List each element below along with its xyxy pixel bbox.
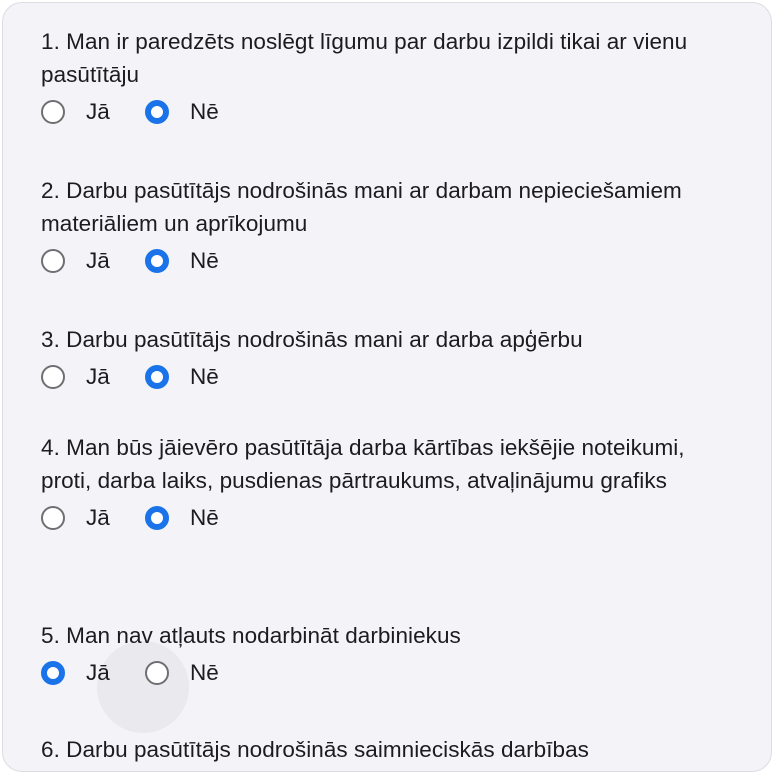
radio-unchecked-icon[interactable]: [41, 365, 65, 389]
option-label: Jā: [86, 660, 110, 685]
radio-checked-icon[interactable]: [145, 249, 169, 273]
question-4-option-ja[interactable]: [41, 501, 110, 535]
question-3: [41, 323, 731, 394]
option-label: Nē: [190, 364, 219, 389]
radio-checked-icon[interactable]: [41, 661, 65, 685]
question-1-options: [41, 95, 731, 129]
radio-checked-icon[interactable]: [145, 100, 169, 124]
question-2-text: 2. Darbu pasūtītājs nodrošinās mani ar darbam nepieciešamiem materiāliem un aprīkojumu: [41, 178, 682, 236]
question-4: [41, 431, 731, 535]
question-4-text: 4. Man būs jāievēro pasūtītāja darba kārtības iekšējie noteikumi, proti, darba laiks, pusdienas pārtraukums, atvaļinājumu grafiks: [41, 435, 685, 493]
question-5-option-ne[interactable]: [145, 656, 219, 690]
question-6: [41, 733, 731, 766]
question-2-options: [41, 244, 731, 278]
option-label: Jā: [86, 505, 110, 530]
option-label: Jā: [86, 99, 110, 124]
question-5-option-ja[interactable]: [41, 656, 110, 690]
option-label: Nē: [190, 248, 219, 273]
question-5: [41, 619, 731, 690]
radio-unchecked-icon[interactable]: [41, 506, 65, 530]
question-3-option-ja[interactable]: [41, 360, 110, 394]
option-label: Nē: [190, 505, 219, 530]
radio-unchecked-icon[interactable]: [41, 249, 65, 273]
option-label: Jā: [86, 248, 110, 273]
question-6-text: 6. Darbu pasūtītājs nodrošinās saimnieciskās darbības: [41, 737, 589, 762]
question-4-options: [41, 501, 731, 535]
question-2-option-ne[interactable]: [145, 244, 219, 278]
question-3-text: 3. Darbu pasūtītājs nodrošinās mani ar darba apģērbu: [41, 327, 583, 352]
question-3-option-ne[interactable]: [145, 360, 219, 394]
radio-unchecked-icon[interactable]: [41, 100, 65, 124]
option-label: Nē: [190, 99, 219, 124]
question-1: [41, 25, 731, 129]
survey-card: [2, 2, 772, 772]
question-2: [41, 174, 731, 278]
question-1-option-ne[interactable]: [145, 95, 219, 129]
question-2-option-ja[interactable]: [41, 244, 110, 278]
option-label: Nē: [190, 660, 219, 685]
question-5-options: [41, 656, 731, 690]
question-5-text: 5. Man nav atļauts nodarbināt darbiniekus: [41, 623, 461, 648]
question-1-text: 1. Man ir paredzēts noslēgt līgumu par darbu izpildi tikai ar vienu pasūtītāju: [41, 29, 688, 87]
question-4-option-ne[interactable]: [145, 501, 219, 535]
radio-checked-icon[interactable]: [145, 365, 169, 389]
option-label: Jā: [86, 364, 110, 389]
question-1-option-ja[interactable]: [41, 95, 110, 129]
question-3-options: [41, 360, 731, 394]
radio-checked-icon[interactable]: [145, 506, 169, 530]
radio-unchecked-icon[interactable]: [145, 661, 169, 685]
